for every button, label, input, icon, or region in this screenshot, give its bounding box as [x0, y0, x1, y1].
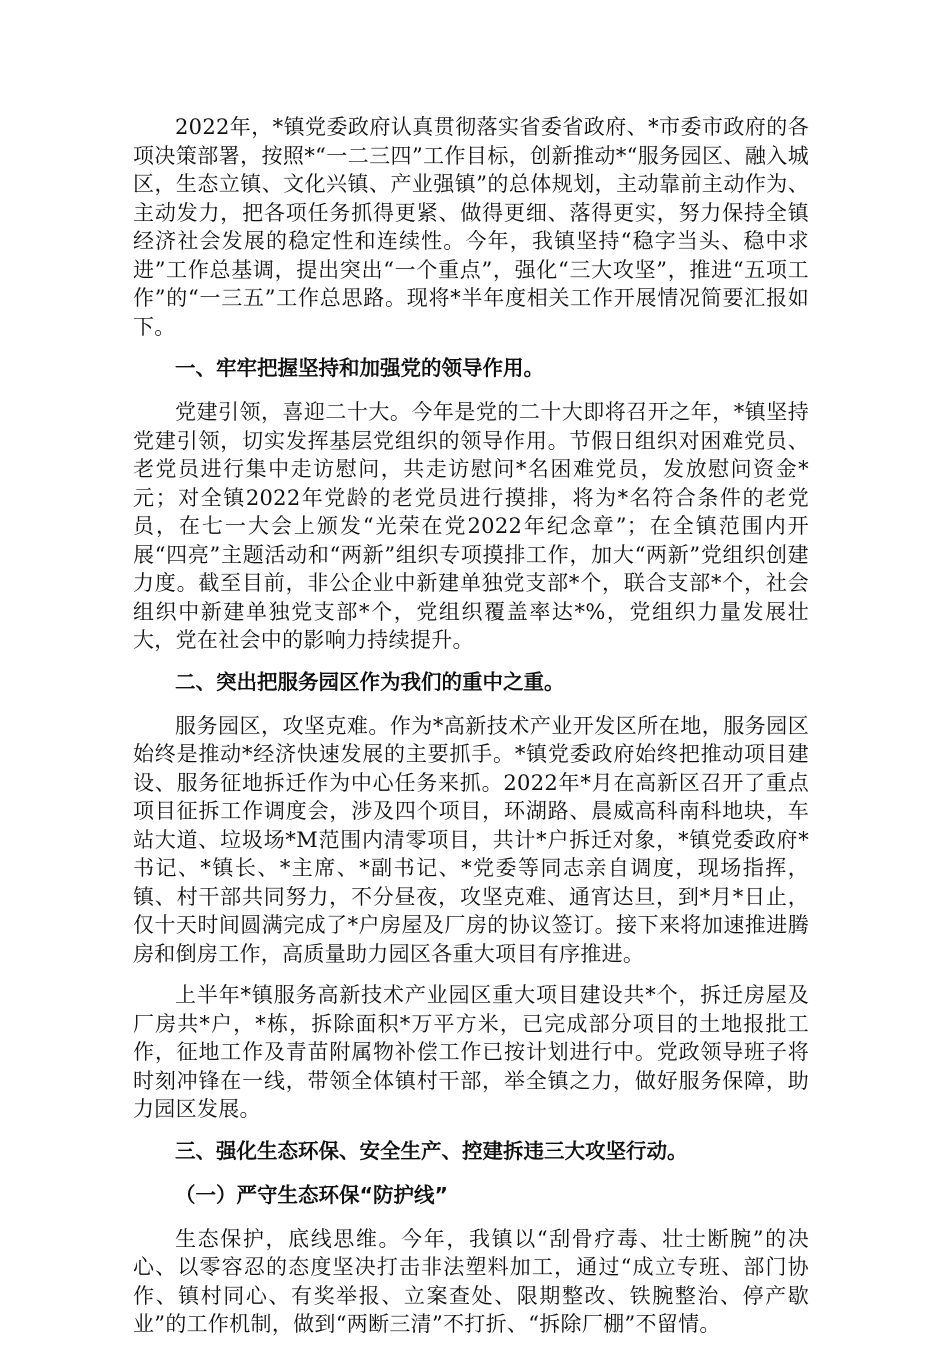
section-2-heading: 二、突出把服务园区作为我们的重中之重。: [175, 669, 565, 694]
section-1-paragraph: 党建引领，喜迎二十大。今年是党的二十大即将召开之年，*镇坚持党建引领，切实发挥基层党组织的领导作用。节假日组织对困难党员、老党员进行集中走访慰问，共走访慰问*名困难党员，发放慰问资金*元；对全镇2022年党龄的老党员进行摸排，将为*名符合条件的老党员，在七一大会上颁发“光荣在党2022年纪念章”；在全镇范围内开展“四亮”主题活动和“两新”组织专项摸排工作，加大“两新”党组织创建力度。截至目前，非公企业中新建单独党支部*个，联合支部*个，社会组织中新建单独党支部*个，党组织覆盖率达*%，党组织力量发展壮大，党在社会中的影响力持续提升。: [133, 400, 809, 652]
section-3-subheading: （一）严守生态环保“防护线”: [175, 1182, 448, 1207]
section-2-paragraph-2: 上半年*镇服务高新技术产业园区重大项目建设共*个，拆迁房屋及厂房共*户，*栋，拆除面积*万平方米，已完成部分项目的土地报批工作，征地工作及青苗附属物补偿工作已按计划进行中。党政领导班子将时刻冲锋在一线，带领全体镇村干部，举全镇之力，做好服务保障，助力园区发展。: [133, 983, 809, 1121]
section-2-paragraph-1: 服务园区，攻坚克难。作为*高新技术产业开发区所在地，服务园区始终是推动*经济快速发展的主要抓手。*镇党委政府始终把推动项目建设、服务征地拆迁作为中心任务来抓。2022年*月在高新区召开了重点项目征拆工作调度会，涉及四个项目，环湖路、晨威高科南科地块，车站大道、垃圾场*M范围内清零项目，共计*户拆迁对象，*镇党委政府*书记、*镇长、*主席、*副书记、*党委等同志亲自调度，现场指挥，镇、村干部共同努力，不分昼夜，攻坚克难、通宵达旦，到*月*日止，仅十天时间圆满完成了*户房屋及厂房的协议签订。接下来将加速推进腾房和倒房工作，高质量助力园区各重大项目有序推进。: [133, 713, 809, 966]
section-1-heading: 一、牢牢把握坚持和加强党的领导作用。: [175, 356, 544, 380]
section-3-heading: 三、强化生态环保、安全生产、控建拆违三大攻坚行动。: [175, 1138, 688, 1163]
section-3-paragraph: 生态保护，底线思维。今年，我镇以“刮骨疗毒、壮士断腕”的决心、以零容忍的态度坚决打击非法塑料加工，通过“成立专班、部门协作、镇村同心、有奖举报、立案查处、限期整改、铁腕整治、停产歇业”的工作机制，做到“两断三清”不打折、“拆除厂棚”不留情。: [133, 1226, 809, 1336]
document-page: [133, 113, 809, 1352]
intro-paragraph: 2022年，*镇党委政府认真贯彻落实省委省政府、*市委市政府的各项决策部署，按照*“一二三四”工作目标，创新推动*“服务园区、融入城区，生态立镇、文化兴镇、产业强镇”的总体规划，主动靠前主动作为、主动发力，把各项任务抓得更紧、做得更细、落得更实，努力保持全镇经济社会发展的稳定性和连续性。今年，我镇坚持“稳字当头、稳中求进”工作总基调，提出突出“一个重点”，强化“三大攻坚”，推进“五项工作”的“一三五”工作总思路。现将*半年度相关工作开展情况简要汇报如下。: [133, 115, 809, 339]
